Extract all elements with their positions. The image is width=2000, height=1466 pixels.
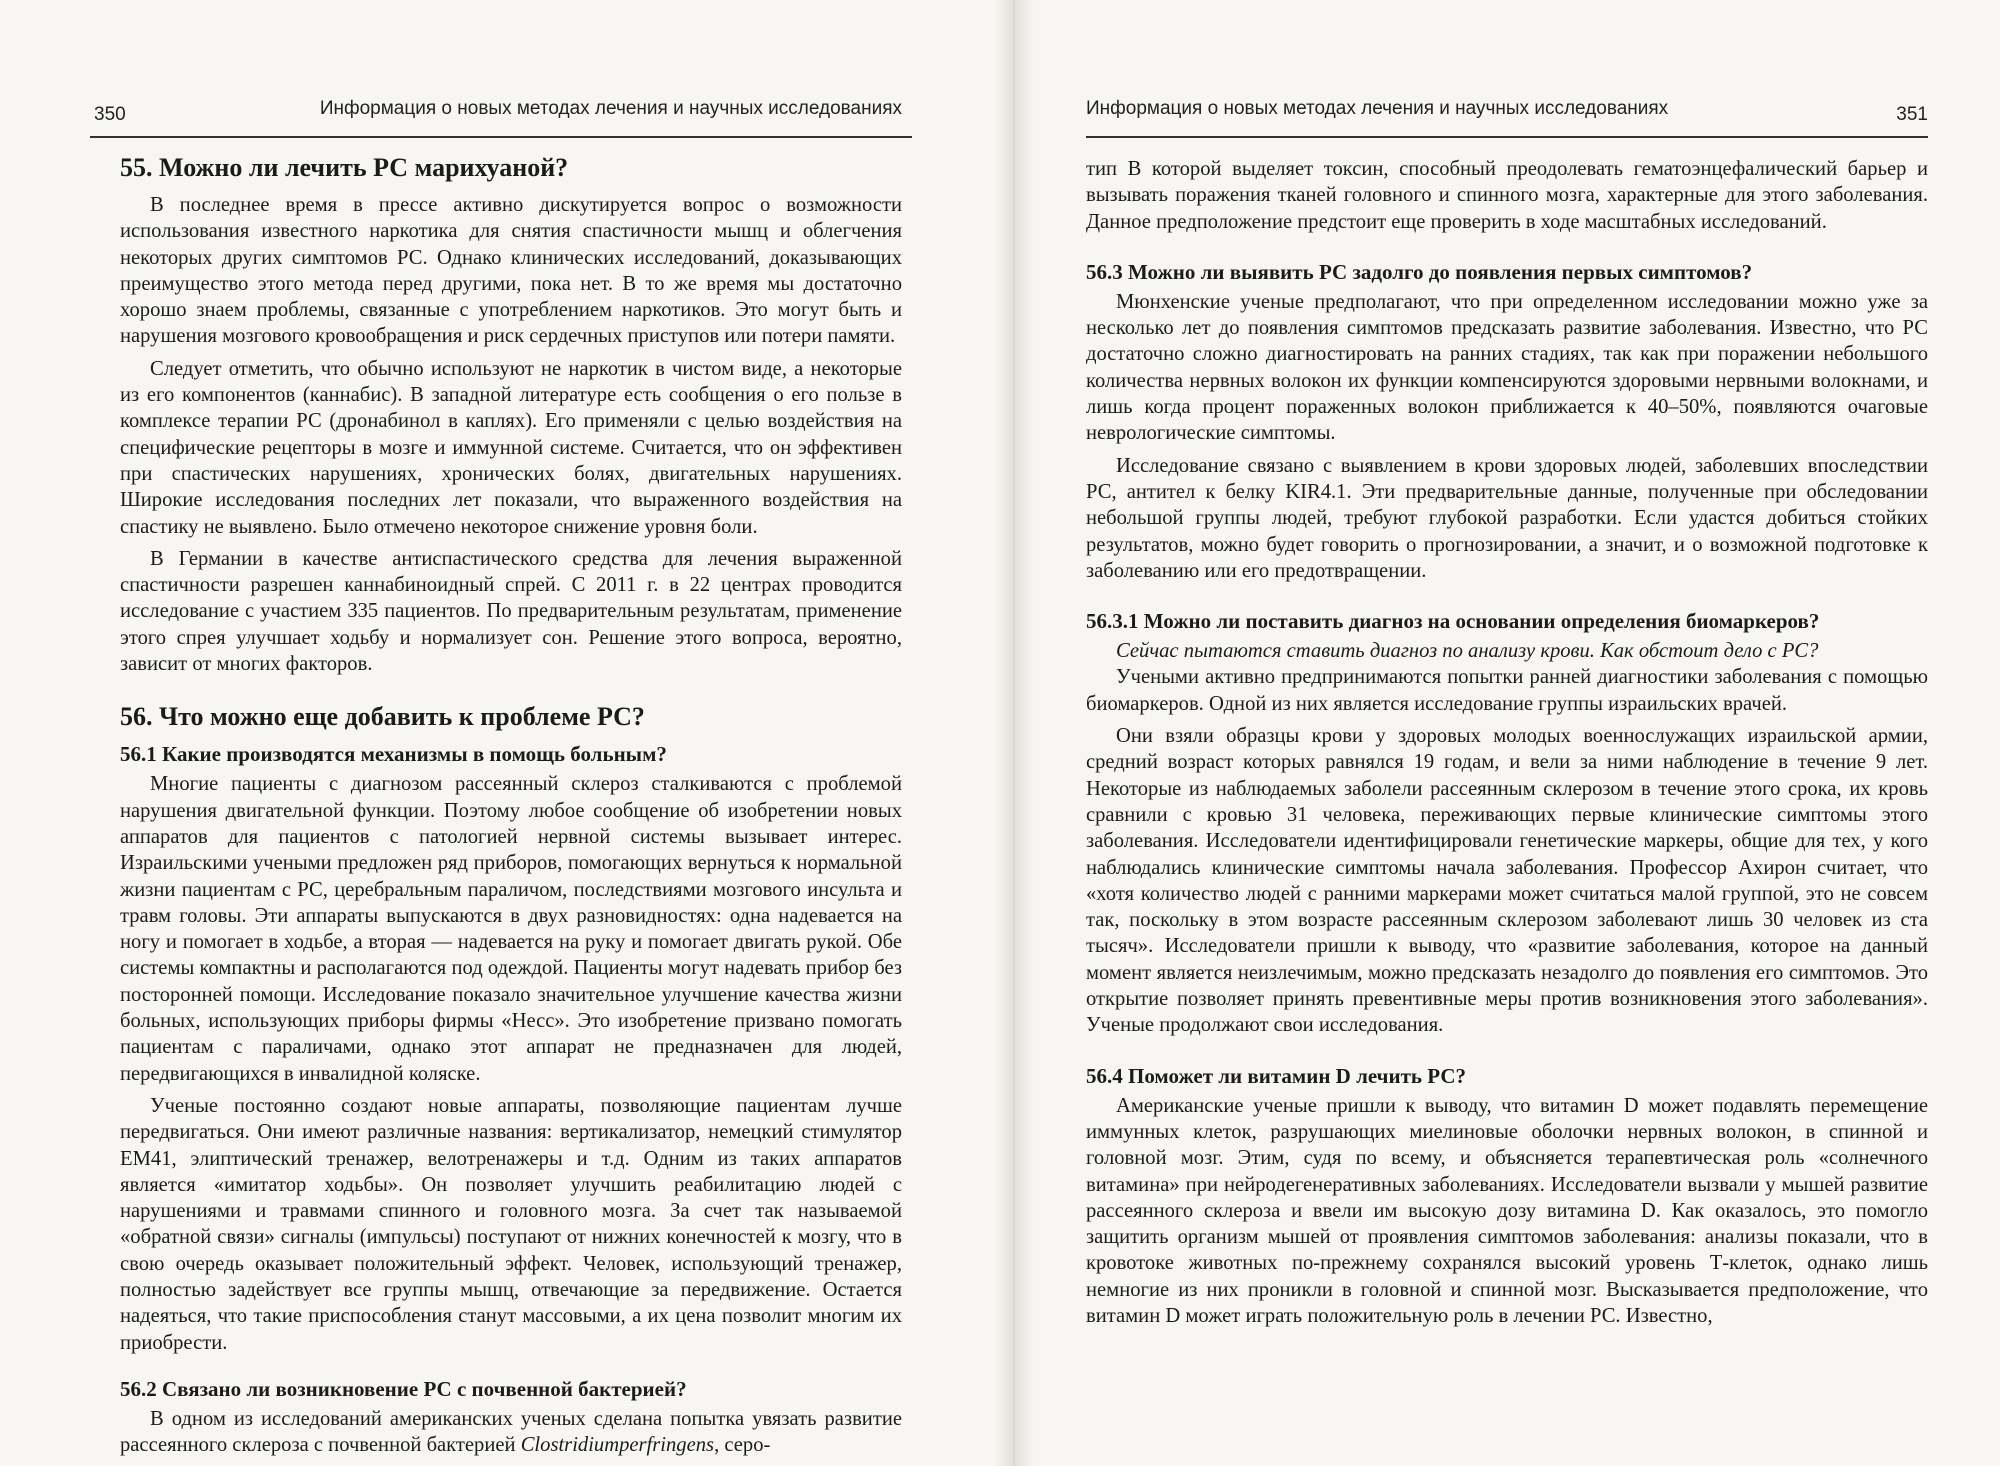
- section-heading-55: 55. Можно ли лечить РС марихуаной?: [120, 153, 569, 182]
- running-head-right: [1086, 96, 1928, 138]
- subsection-heading-56-1: 56.1 Какие производятся механизмы в помощь больным?: [120, 742, 667, 767]
- paragraph: Учеными активно предпринимаются попытки ранней диагностики заболевания с помощью биомаркеров. Одной из них является исследование группы израильских врачей.: [1086, 666, 1928, 715]
- paragraph: Следует отметить, что обычно используют не наркотик в чистом виде, а некоторые из его компонентов (каннабис). В западной литературе есть сообщения о его пользе в комплексе терапии РС (дронабинол в каплях). Его применяли с целью воздействия на специфические рецепторы в мозге и иммунной системе. Считается, что он эффективен при спастических нарушениях, хронических болях, двигательных нарушениях. Широкие исследования последних лет показали, что выраженного воздействия на спастику не выявлено. Было отмечено некоторое снижение уровня боли.: [120, 357, 902, 538]
- paragraph-text: , серо-: [714, 1434, 771, 1457]
- subsection-heading-56-3: 56.3 Можно ли выявить РС задолго до появления первых симптомов?: [1086, 259, 1753, 284]
- running-head-title-left: Информация о новых методах лечения и научных исследованиях: [319, 98, 902, 119]
- paragraph: тип В которой выделяет токсин, способный преодолевать гематоэнцефалический барьер и вызывать поражения тканей головного и спинного мозга, характерные для этого заболевания. Данное предположение предстоит еще проверить в ходе масштабных исследований.: [1086, 158, 1928, 233]
- page-number-right: 351: [1896, 104, 1928, 125]
- paragraph: Они взяли образцы крови у здоровых молодых военнослужащих израильской армии, средний возраст которых равнялся 19 годам, и вели за ними наблюдение в течение 9 лет. Некоторые из наблюдаемых заболели рассеянным склерозом в течение этого срока, их кровь сравнили с кровью 31 человека, переживающих первые клинические симптомы этого заболевания. Исследователи идентифицировали генетические маркеры, общие для тех, у кого наблюдались клинические симптомы начала заболевания. Профессор Ахирон считает, что «хотя количество людей с ранними маркерами может считаться малой группой, это не совсем так, поскольку в этом возрасте рассеянным склерозом заболевают лишь 30 человек из ста тысяч». Исследователи пришли к выводу, что «развитие заболевания, которое на данный момент является неизлечимым, можно предсказать незадолго до появления его симптомов. Это открытие позволяет принять превентивные меры против возникновения этого заболевания». Ученые продолжают свои исследования.: [1086, 725, 1928, 1037]
- paragraph: Американские ученые пришли к выводу, что витамин D может подавлять перемещение иммунных клеток, разрушающих миелиновые оболочки нервных волокон, в спинной и головной мозг. Этим, судя по всему, и объясняется терапевтическая роль «солнечного витамина» при нейродегенеративных заболеваниях. Исследователи вызвали у мышей развитие рассеянного склероза и ввели им высокую дозу витамина D. Как оказалось, это помогло защитить организм мышей от проявления симптомов заболевания: анализы показали, что в кровотоке животных по-прежнему сохранялся высокий уровень Т-клеток, однако лишь немногие из них проникли в головной и спинной мозг. Высказывается предположение, что витамин D может играть положительную роль в лечении РС. Известно,: [1086, 1094, 1928, 1327]
- running-head-title-right: Информация о новых методах лечения и научных исследованиях: [1086, 98, 1669, 119]
- book-gutter: [994, 0, 1034, 1466]
- bacteria-name: Clostridiumperfringens: [520, 1434, 715, 1457]
- right-page-body: [1086, 156, 1928, 1335]
- paragraph: Мюнхенские ученые предполагают, что при определенном исследовании можно уже за несколько лет до появления симптомов предсказать развитие заболевания. Известно, что РС достаточно сложно диагностировать на ранних стадиях, так как при поражении небольшого количества нервных волокон их функции компенсируются здоровыми нервными волокнами, и лишь когда процент пораженных волокон приближается к 40–50%, появляются очаговые неврологические симптомы.: [1086, 290, 1928, 445]
- paragraph: Ученые постоянно создают новые аппараты, позволяющие пациентам лучше передвигаться. Они имеют различные названия: вертикализатор, немецкий стимулятор ЕМ41, элиптический тренажер, велотренажеры и т.д. Одним из таких аппаратов является «имитатор ходьбы». Он позволяет улучшить реабилитацию людей с нарушениями и травмами спинного и головного мозга. За счет так называемой «обратной связи» сигналы (импульсы) поступают от нижних конечностей к мозгу, что в свою очередь оказывает положительный эффект. Человек, использующий тренажер, полностью задействует все группы мышц, отвечающие за передвижение. Остается надеяться, что такие приспособления станут массовыми, а их цена позволит многим их приобрести.: [120, 1094, 902, 1354]
- paragraph: В последнее время в прессе активно дискутируется вопрос о возможности использования известного наркотика для снятия спастичности мышц и облегчения некоторых других симптомов РС. Однако клинических исследований, доказывающих преимущество этого метода перед другими, пока нет. В то же время мы достаточно хорошо знаем проблемы, связанные с употреблением наркотиков. Это могут быть и нарушения мозгового кровообращения и риск сердечных приступов или потери памяти.: [120, 194, 902, 348]
- section-heading-56: 56. Что можно еще добавить к проблеме РС?: [120, 702, 645, 732]
- right-page: [1030, 0, 2000, 1466]
- question-line: Сейчас пытаются ставить диагноз по анализу крови. Как обстоит дело с РС?: [1116, 640, 1819, 663]
- subsection-heading-56-4: 56.4 Поможет ли витамин D лечить РС?: [1086, 1063, 1467, 1088]
- page-number-left: 350: [94, 104, 126, 125]
- paragraph: В Германии в качестве антиспастического средства для лечения выраженной спастичности разрешен каннабиноидный спрей. С 2011 г. в 22 центрах проводится исследование с участием 335 пациентов. По предварительным результатам, применение этого спрея улучшает ходьбу и нормализует сон. Решение этого вопроса, вероятно, зависит от многих факторов.: [120, 547, 902, 676]
- paragraph: Многие пациенты с диагнозом рассеянный склероз сталкиваются с проблемой нарушения двигательной функции. Поэтому любое сообщение об изобретении новых аппаратов для пациентов с патологией нервной системы вызывает интерес. Израильскими учеными предложен ряд приборов, помогающих вернуться к нормальной жизни пациентам с РС, церебральным параличом, последствиями мозгового инсульта и травм головы. Эти аппараты выпускаются в двух разновидностях: одна надевается на ногу и помогает в ходьбе, а вторая — надевается на руку и помогает двигать рукой. Обе системы компактны и располагаются под одеждой. Пациенты могут надевать прибор без посторонней помощи. Исследование показало значительное улучшение качества жизни больных, использующих приборы фирмы «Несс». Это изобретение призвано помогать пациентам с параличами, однако этот аппарат не предназначен для людей, передвигающихся в инвалидной коляске.: [120, 773, 902, 1085]
- left-page-body: [120, 152, 902, 1464]
- subsection-heading-56-2: 56.2 Связано ли возникновение РС с почвенной бактерией?: [120, 1376, 687, 1401]
- paragraph: Исследование связано с выявлением в крови здоровых людей, заболевших впоследствии РС, антител к белку KIR4.1. Эти предварительные данные, полученные при обследовании небольшой группы людей, требуют глубокой разработки. Если удастся добиться стойких результатов, можно будет говорить о прогнозировании, а значит, и о возможной подготовке к заболеванию или его предотвращении.: [1086, 454, 1928, 582]
- paragraph: [120, 1406, 902, 1459]
- running-head-left: [90, 96, 912, 138]
- paragraph-text: В одном из исследований американских ученых сделана попытка увязать развитие рассеянного склероза с почвенной бактерией: [120, 1407, 902, 1457]
- subsection-heading-56-3-1: 56.3.1 Можно ли поставить диагноз на основании определения биомаркеров?: [1086, 609, 1820, 634]
